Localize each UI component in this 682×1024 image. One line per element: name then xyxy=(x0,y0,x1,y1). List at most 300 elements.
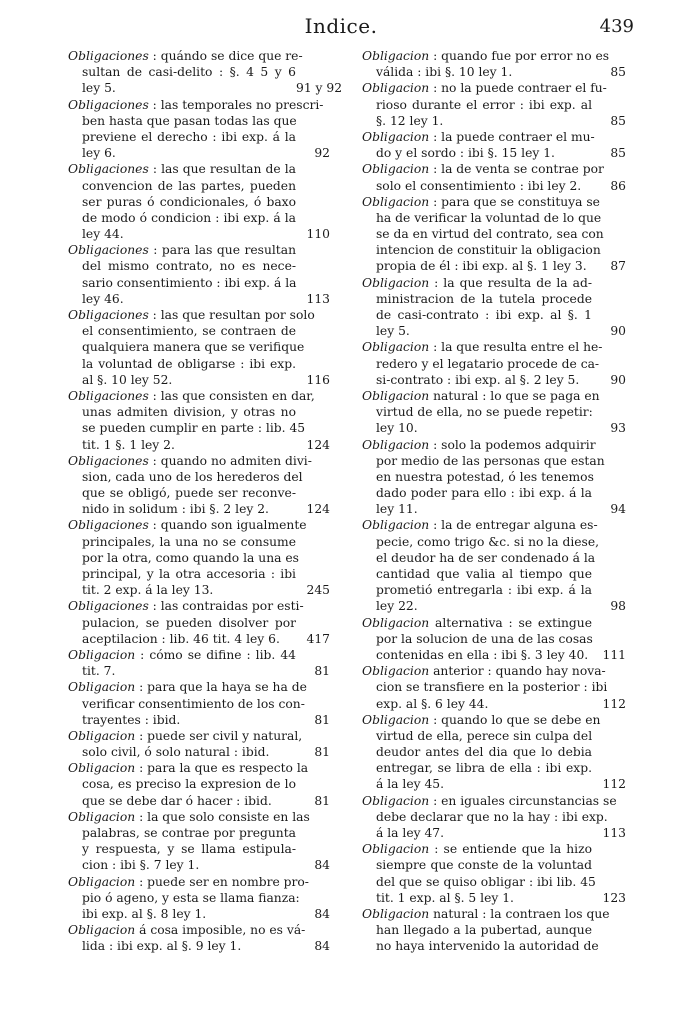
entry-line xyxy=(68,404,330,420)
entry-line xyxy=(362,339,626,355)
entry-headword: Obligacion xyxy=(362,615,430,630)
entry-text: Obligacion : puede ser civil y natural, xyxy=(68,728,303,743)
entry-line xyxy=(68,388,330,404)
entry-line xyxy=(362,307,626,323)
entry-line xyxy=(362,372,626,388)
index-entry xyxy=(68,728,330,760)
index-column-left xyxy=(68,48,343,955)
entry-line xyxy=(362,485,626,501)
entry-text: Obligacion : cómo se difine : lib. 44 xyxy=(68,647,296,662)
entry-line xyxy=(68,469,330,485)
entry-line xyxy=(362,825,626,841)
entry-page-ref: 85 xyxy=(610,65,626,80)
entry-text: Obligacion anterior : quando hay nova- xyxy=(362,664,606,679)
entry-text: Obligacion : la que solo consiste en las xyxy=(68,809,310,824)
entry-text: á la ley 45. xyxy=(376,777,445,792)
entry-text: válida : ibi §. 10 ley 1. xyxy=(376,65,513,80)
entry-page-ref: 84 xyxy=(314,906,330,921)
entry-line xyxy=(362,517,626,533)
entry-text: intencion de constituir la obligacion xyxy=(376,243,601,258)
entry-text: ha de verificar la voluntad de lo que xyxy=(376,210,602,225)
entry-line xyxy=(68,582,330,598)
entry-headword: Obligacion xyxy=(68,809,136,824)
entry-line xyxy=(68,97,330,113)
entry-text: que se obligó, puede ser reconve- xyxy=(82,486,296,501)
entry-page-ref: 123 xyxy=(602,890,626,905)
entry-line xyxy=(362,857,626,873)
entry-line xyxy=(68,874,330,890)
entry-line xyxy=(362,566,626,582)
entry-page-ref: 417 xyxy=(306,631,330,646)
entry-headword: Obligacion xyxy=(362,437,430,452)
entry-line xyxy=(68,501,330,517)
entry-text: Obligaciones : las que resultan de la xyxy=(68,162,296,177)
entry-text: Obligaciones : las que consisten en dar, xyxy=(68,388,315,403)
entry-page-ref: 91 y 92 xyxy=(296,81,343,96)
entry-line xyxy=(362,129,626,145)
index-entry xyxy=(68,760,330,809)
entry-page-ref: 110 xyxy=(306,227,330,242)
entry-text: exp. al §. 6 ley 44. xyxy=(376,696,489,711)
entry-line xyxy=(362,388,626,404)
entry-text: Obligaciones : las contraidas por esti- xyxy=(68,599,304,614)
entry-text: Obligaciones : quándo se dice que re- xyxy=(68,49,303,63)
entry-text: principales, la una no se consume xyxy=(82,534,296,549)
entry-line xyxy=(362,161,626,177)
entry-line xyxy=(68,307,330,323)
entry-headword: Obligacion xyxy=(362,275,430,290)
entry-line xyxy=(362,291,626,307)
entry-headword: Obligaciones xyxy=(68,599,149,614)
entry-page-ref: 81 xyxy=(314,793,330,808)
index-entry xyxy=(68,598,330,647)
entry-page-ref: 81 xyxy=(314,712,330,727)
entry-line xyxy=(68,113,330,129)
entry-text: Obligacion : en iguales circunstancias se xyxy=(362,793,617,808)
entry-line xyxy=(68,696,330,712)
index-entry xyxy=(362,712,626,793)
entry-line xyxy=(68,80,343,96)
entry-headword: Obligacion xyxy=(362,842,430,857)
entry-text: tit. 7. xyxy=(82,664,116,679)
entry-line xyxy=(362,696,626,712)
entry-line xyxy=(68,679,330,695)
entry-text: Obligacion : no la puede contraer el fu- xyxy=(362,81,607,96)
entry-page-ref: 245 xyxy=(306,583,330,598)
entry-text: contenidas en ella : ibi §. 3 ley 40. xyxy=(376,647,589,662)
entry-text: cantidad que valia al tiempo que xyxy=(376,567,592,581)
entry-line xyxy=(362,922,626,938)
entry-line xyxy=(362,80,626,96)
entry-headword: Obligacion xyxy=(362,194,430,209)
entry-line xyxy=(68,210,330,226)
index-entry xyxy=(362,517,626,614)
entry-text: ministracion de la tutela procede xyxy=(376,291,592,306)
entry-text: do y el sordo : ibi §. 15 ley 1. xyxy=(376,146,555,161)
index-entry xyxy=(362,388,626,437)
entry-text: lida : ibi exp. al §. 9 ley 1. xyxy=(82,939,242,954)
entry-text: tit. 1 §. 1 ley 2. xyxy=(82,437,175,452)
entry-page-ref: 87 xyxy=(610,259,626,274)
index-entry xyxy=(362,161,626,193)
entry-line xyxy=(68,242,330,258)
entry-headword: Obligaciones xyxy=(68,453,149,468)
entry-text: por la otra, como quando la una es xyxy=(82,550,299,565)
entry-text: el consentimiento, se contraen de xyxy=(82,324,296,339)
entry-text: Obligacion : la de entregar alguna es- xyxy=(362,518,598,533)
index-entry xyxy=(362,793,626,842)
entry-text: tit. 2 exp. á la ley 13. xyxy=(82,583,214,598)
entry-text: ley 6. xyxy=(82,146,116,161)
entry-line xyxy=(362,420,626,436)
entry-line xyxy=(68,129,330,145)
entry-text: Obligacion alternativa : se extingue xyxy=(362,615,592,630)
entry-headword: Obligacion xyxy=(68,728,136,743)
index-column-right xyxy=(362,48,626,955)
entry-line xyxy=(362,437,626,453)
entry-text: deudor antes del dia que lo debia xyxy=(376,745,592,760)
entry-headword: Obligaciones xyxy=(68,388,149,403)
entry-text: del que se quiso obligar : ibi lib. 45 xyxy=(376,874,596,889)
entry-text: Obligacion natural : lo que se paga en xyxy=(362,388,600,403)
entry-text: solo el consentimiento : ibi ley 2. xyxy=(376,178,582,193)
entry-page-ref: 94 xyxy=(610,502,626,517)
entry-line xyxy=(362,679,626,695)
entry-text: Obligacion : la que resulta de la ad- xyxy=(362,275,592,290)
entry-line xyxy=(362,631,626,647)
entry-line xyxy=(68,145,330,161)
entry-line xyxy=(68,841,330,857)
entry-text: han llegado a la pubertad, aunque xyxy=(376,923,592,938)
entry-text: en nuestra potestad, ó les tenemos xyxy=(376,469,594,484)
entry-line xyxy=(68,776,330,792)
entry-text: nido in solidum : ibi §. 2 ley 2. xyxy=(82,502,269,517)
entry-line xyxy=(68,194,330,210)
entry-text: del mismo contrato, no es nece- xyxy=(82,259,296,274)
entry-text: Obligaciones : quando son igualmente xyxy=(68,518,307,533)
entry-line xyxy=(362,793,626,809)
entry-line xyxy=(68,48,330,64)
index-entry xyxy=(68,388,330,453)
entry-line xyxy=(362,776,626,792)
entry-line xyxy=(68,372,330,388)
entry-page-ref: 90 xyxy=(610,324,626,339)
entry-text: por la solucion de una de las cosas xyxy=(376,631,593,646)
entry-text: Obligaciones : quando no admiten divi- xyxy=(68,453,312,468)
entry-text: Obligacion : para la que es respecto la xyxy=(68,761,309,776)
index-entry xyxy=(68,307,330,388)
entry-text: pio ó ageno, y esta se llama fianza: xyxy=(82,890,300,905)
entry-line xyxy=(362,615,626,631)
entry-headword: Obligacion xyxy=(68,874,136,889)
entry-text: ley 10. xyxy=(376,421,418,436)
entry-headword: Obligacion xyxy=(362,518,430,533)
entry-line xyxy=(68,161,330,177)
entry-line xyxy=(362,194,626,210)
entry-text: redero y el legatario procede de ca- xyxy=(376,356,600,371)
entry-headword: Obligaciones xyxy=(68,518,149,533)
entry-line xyxy=(362,242,626,258)
entry-text: cion se transfiere en la posterior : ibi xyxy=(376,680,608,695)
entry-line xyxy=(362,938,626,954)
entry-line xyxy=(68,809,330,825)
entry-headword: Obligacion xyxy=(68,680,136,695)
entry-page-ref: 116 xyxy=(306,372,330,387)
entry-headword: Obligacion xyxy=(362,906,430,921)
page-title: Indice. xyxy=(304,14,378,38)
entry-line xyxy=(68,857,330,873)
entry-headword: Obligacion xyxy=(68,761,136,776)
entry-headword: Obligacion xyxy=(362,664,430,679)
index-entry xyxy=(362,339,626,388)
entry-line xyxy=(362,760,626,776)
entry-line xyxy=(362,534,626,550)
entry-line xyxy=(68,485,330,501)
entry-text: aceptilacion : lib. 46 tit. 4 ley 6. xyxy=(82,631,280,646)
entry-text: Obligacion á cosa imposible, no es vá- xyxy=(68,923,306,938)
entry-line xyxy=(362,744,626,760)
index-entry xyxy=(362,129,626,161)
entry-headword: Obligaciones xyxy=(68,97,149,112)
entry-headword: Obligacion xyxy=(362,162,430,177)
index-entry xyxy=(68,922,330,954)
entry-line xyxy=(68,647,330,663)
entry-text: qualquiera manera que se verifique xyxy=(82,340,305,355)
entry-line xyxy=(68,825,330,841)
index-entry xyxy=(68,809,330,874)
entry-headword: Obligacion xyxy=(362,340,430,355)
entry-line xyxy=(68,728,330,744)
entry-line xyxy=(68,534,330,550)
entry-page-ref: 113 xyxy=(602,826,626,840)
entry-text: Obligaciones : las temporales no prescri- xyxy=(68,97,324,112)
entry-text: ley 11. xyxy=(376,502,418,517)
index-entry xyxy=(68,874,330,923)
entry-line xyxy=(68,615,330,631)
entry-line xyxy=(362,113,626,129)
entry-text: no haya intervenido la autoridad de xyxy=(376,939,599,954)
entry-line xyxy=(68,226,330,242)
entry-text: pecie, como trigo &c. si no la diese, xyxy=(376,534,600,549)
entry-text: Obligacion : la puede contraer el mu- xyxy=(362,129,595,144)
entry-text: unas admiten division, y otras no xyxy=(82,405,296,420)
entry-page-ref: 112 xyxy=(602,696,626,711)
entry-text: Obligacion : puede ser en nombre pro- xyxy=(68,874,309,889)
entry-text: trayentes : ibid. xyxy=(82,712,181,727)
index-entry xyxy=(68,161,330,242)
entry-line xyxy=(362,469,626,485)
entry-text: rioso durante el error : ibi exp. al xyxy=(376,97,592,112)
entry-text: que se debe dar ó hacer : ibid. xyxy=(82,793,272,808)
entry-line xyxy=(68,323,330,339)
entry-text: se pueden cumplir en parte : lib. 45 xyxy=(82,421,306,436)
index-entry xyxy=(362,663,626,712)
entry-line xyxy=(362,453,626,469)
entry-text: se da en virtud del contrato, sea con xyxy=(376,227,604,242)
entry-text: ley 22. xyxy=(376,599,418,614)
index-entry xyxy=(68,48,343,97)
entry-text: pulacion, se pueden disolver por xyxy=(82,615,296,630)
entry-headword: Obligacion xyxy=(362,712,430,727)
entry-text: si-contrato : ibi exp. al §. 2 ley 5. xyxy=(376,372,580,387)
entry-line xyxy=(362,258,626,274)
entry-text: principal, y la otra accesoria : ibi xyxy=(82,567,296,581)
entry-text: convencion de las partes, pueden xyxy=(82,178,296,193)
entry-text: Obligacion : la de venta se contrae por xyxy=(362,162,604,177)
entry-headword: Obligacion xyxy=(362,793,430,808)
entry-text: y respuesta, y se llama estipula- xyxy=(82,842,296,857)
entry-line xyxy=(68,453,330,469)
entry-line xyxy=(68,938,330,954)
index-entry xyxy=(362,48,626,80)
entry-text: prometió entregarla : ibi exp. á la xyxy=(376,583,592,598)
entry-line xyxy=(362,712,626,728)
entry-line xyxy=(362,48,626,64)
entry-page-ref: 113 xyxy=(306,291,330,306)
index-entry xyxy=(362,841,626,906)
entry-page-ref: 81 xyxy=(314,664,330,679)
index-entry xyxy=(68,647,330,679)
entry-text: solo civil, ó solo natural : ibid. xyxy=(82,745,270,760)
entry-text: sion, cada uno de los herederos del xyxy=(82,469,303,484)
page-header xyxy=(0,14,682,44)
entry-headword: Obligacion xyxy=(362,81,430,96)
entry-text: virtud de ella, perece sin culpa del xyxy=(376,728,593,743)
entry-line xyxy=(68,550,330,566)
index-entry xyxy=(362,275,626,340)
entry-line xyxy=(68,566,330,582)
entry-headword: Obligaciones xyxy=(68,49,149,63)
entry-page-ref: 124 xyxy=(306,437,330,452)
index-entry xyxy=(68,242,330,307)
entry-headword: Obligacion xyxy=(362,388,430,403)
entry-line xyxy=(68,793,330,809)
entry-page-ref: 85 xyxy=(610,146,626,161)
entry-line xyxy=(68,178,330,194)
entry-headword: Obligacion xyxy=(362,49,430,63)
entry-line xyxy=(362,97,626,113)
entry-line xyxy=(362,356,626,372)
entry-text: ley 46. xyxy=(82,291,124,306)
entry-line xyxy=(362,728,626,744)
entry-line xyxy=(68,339,330,355)
entry-text: previene el derecho : ibi exp. á la xyxy=(82,129,296,144)
entry-line xyxy=(362,647,626,663)
entry-line xyxy=(68,890,330,906)
entry-text: al §. 10 ley 52. xyxy=(82,372,173,387)
page-number: 439 xyxy=(599,16,634,37)
entry-line xyxy=(68,712,330,728)
entry-text: Obligacion : quando fue por error no es xyxy=(362,49,610,63)
index-entry xyxy=(362,906,626,955)
entry-text: ley 5. xyxy=(376,324,410,339)
entry-headword: Obligacion xyxy=(68,647,136,662)
entry-line xyxy=(362,145,626,161)
entry-text: virtud de ella, no se puede repetir: xyxy=(376,405,593,420)
index-entry xyxy=(68,97,330,162)
entry-page-ref: 81 xyxy=(314,745,330,760)
entry-line xyxy=(68,906,330,922)
index-entry xyxy=(68,517,330,598)
entry-headword: Obligaciones xyxy=(68,243,149,258)
entry-text: cion : ibi §. 7 ley 1. xyxy=(82,858,200,873)
entry-line xyxy=(362,404,626,420)
entry-page-ref: 84 xyxy=(314,939,330,954)
entry-text: siempre que conste de la voluntad xyxy=(376,858,592,873)
entry-text: Obligacion : se entiende que la hizo xyxy=(362,842,592,857)
entry-text: Obligacion : la que resulta entre el he- xyxy=(362,340,603,355)
entry-page-ref: 84 xyxy=(314,858,330,873)
entry-text: §. 12 ley 1. xyxy=(376,113,444,128)
entry-text: Obligacion : quando lo que se debe en xyxy=(362,712,601,727)
entry-text: ley 44. xyxy=(82,227,124,242)
entry-page-ref: 92 xyxy=(314,146,330,161)
entry-text: tit. 1 exp. al §. 5 ley 1. xyxy=(376,890,514,905)
entry-line xyxy=(68,744,330,760)
entry-text: palabras, se contrae por pregunta xyxy=(82,826,296,840)
entry-line xyxy=(362,841,626,857)
entry-text: Obligacion : solo la podemos adquirir xyxy=(362,437,596,452)
entry-text: la voluntad de obligarse : ibi exp. xyxy=(82,356,296,371)
entry-text: Obligacion : para que la haya se ha de xyxy=(68,680,307,695)
entry-text: Obligacion natural : la contraen los que xyxy=(362,906,610,921)
entry-headword: Obligaciones xyxy=(68,162,149,177)
entry-text: cosa, es preciso la expresion de lo xyxy=(82,777,296,792)
entry-line xyxy=(362,663,626,679)
entry-page-ref: 98 xyxy=(610,599,626,614)
entry-page-ref: 93 xyxy=(610,421,626,436)
index-entry xyxy=(362,437,626,518)
entry-text: sultan de casi-delito : §. 4 5 y 6 xyxy=(82,65,296,80)
entry-text: ben hasta que pasan todas las que xyxy=(82,113,297,128)
entry-text: el deudor ha de ser condenado á la xyxy=(376,550,596,565)
entry-line xyxy=(68,291,330,307)
entry-line xyxy=(362,890,626,906)
entry-line xyxy=(362,501,626,517)
entry-text: Obligaciones : para las que resultan xyxy=(68,243,296,258)
entry-page-ref: 112 xyxy=(602,777,626,792)
index-entry xyxy=(362,615,626,664)
entry-text: de casi-contrato : ibi exp. al §. 1 xyxy=(376,308,592,322)
entry-line xyxy=(68,663,330,679)
index-entry xyxy=(362,80,626,129)
entry-line xyxy=(68,517,330,533)
entry-page-ref: 124 xyxy=(306,502,330,517)
entry-line xyxy=(362,226,626,242)
entry-line xyxy=(362,210,626,226)
entry-headword: Obligacion xyxy=(362,129,430,144)
entry-headword: Obligacion xyxy=(68,923,136,938)
entry-text: Obligacion : para que se constituya se xyxy=(362,194,600,209)
entry-line xyxy=(68,631,330,647)
entry-line xyxy=(68,420,330,436)
index-entry xyxy=(362,194,626,275)
entry-line xyxy=(362,550,626,566)
entry-page-ref: 85 xyxy=(610,113,626,128)
entry-line xyxy=(68,356,330,372)
entry-line xyxy=(68,64,330,80)
entry-line xyxy=(362,178,626,194)
entry-page-ref: 111 xyxy=(602,647,626,662)
entry-line xyxy=(362,582,626,598)
entry-text: ibi exp. al §. 8 ley 1. xyxy=(82,906,207,921)
entry-line xyxy=(362,598,626,614)
entry-line xyxy=(362,906,626,922)
entry-text: sario consentimiento : ibi exp. á la xyxy=(82,275,297,290)
entry-text: verificar consentimiento de los con- xyxy=(82,696,305,711)
entry-line xyxy=(362,275,626,291)
entry-page-ref: 90 xyxy=(610,372,626,387)
